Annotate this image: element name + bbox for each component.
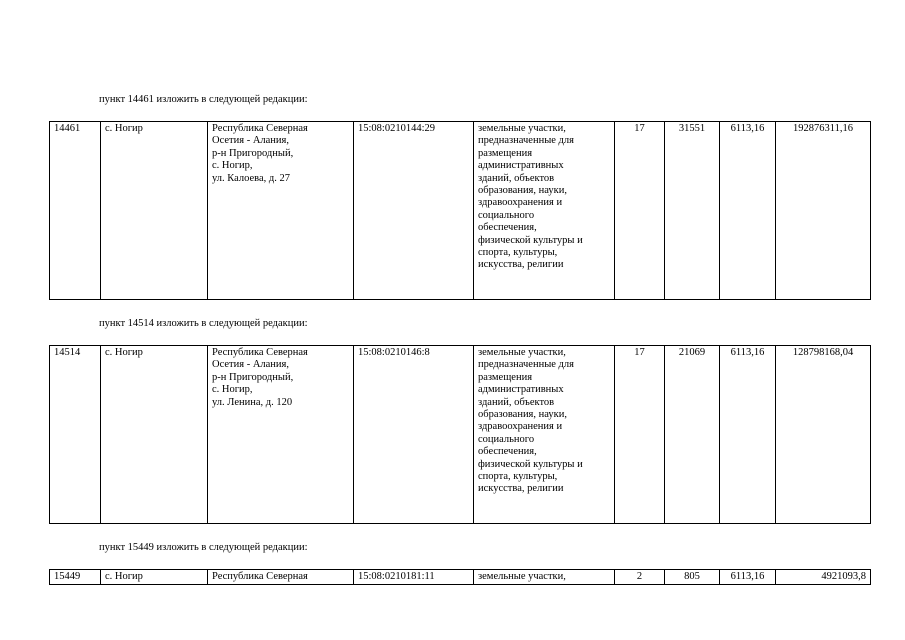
record-value: 4921093,8 [776,570,871,585]
record-address: Республика Северная Осетия - Алания, р-н Пригородный, с. Ногир, ул. Калоева, д. 27 [208,122,354,300]
record-area: 805 [665,570,720,585]
record-number: 14514 [50,346,101,524]
record-purpose: земельные участки, [474,570,615,585]
amendment-intro: пункт 15449 изложить в следующей редакции: [99,542,308,553]
table-row [50,346,871,524]
record-value: 192876311,16 [776,122,871,300]
record-address: Республика Северная [208,570,354,585]
record-number: 14461 [50,122,101,300]
record-locality: с. Ногир [101,346,208,524]
record-area: 31551 [665,122,720,300]
table-row [50,122,871,300]
table-row [50,570,871,585]
record-address: Республика Северная Осетия - Алания, р-н Пригородный, с. Ногир, ул. Ленина, д. 120 [208,346,354,524]
record-locality: с. Ногир [101,570,208,585]
record-group: 17 [615,122,665,300]
record-cadastral-number: 15:08:0210181:11 [354,570,474,585]
record-rate: 6113,16 [720,346,776,524]
record-cadastral-number: 15:08:0210146:8 [354,346,474,524]
record-number: 15449 [50,570,101,585]
record-group: 17 [615,346,665,524]
record-rate: 6113,16 [720,122,776,300]
record-value: 128798168,04 [776,346,871,524]
record-purpose: земельные участки, предназначенные для размещения административных зданий, объектов образования, науки, здравоохранения и социального обеспечения, физической культуры и спорта, культуры, искусства, религии [474,346,615,524]
record-purpose: земельные участки, предназначенные для размещения административных зданий, объектов образования, науки, здравоохранения и социального обеспечения, физической культуры и спорта, культуры, искусства, религии [474,122,615,300]
record-area: 21069 [665,346,720,524]
record-group: 2 [615,570,665,585]
amendment-intro: пункт 14514 изложить в следующей редакции: [99,318,308,329]
amendment-intro: пункт 14461 изложить в следующей редакции: [99,94,308,105]
record-rate: 6113,16 [720,570,776,585]
record-table [49,121,871,300]
record-table [49,569,871,585]
record-cadastral-number: 15:08:0210144:29 [354,122,474,300]
record-locality: с. Ногир [101,122,208,300]
record-table [49,345,871,524]
